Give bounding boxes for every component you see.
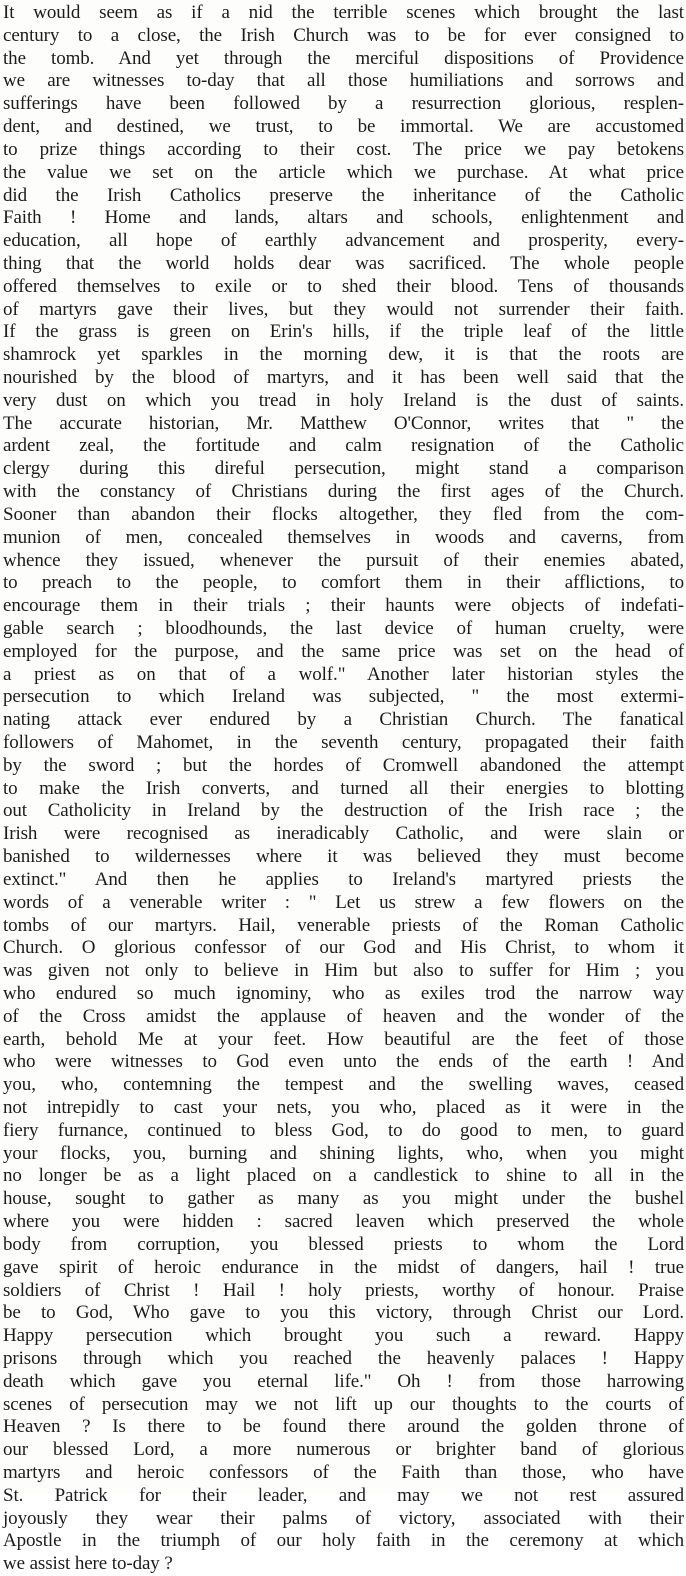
article-line: be to God, Who gave to you this victory, through Christ our Lord. (3, 1302, 684, 1324)
article-line: to prize things according to their cost. The price we pay betokens (3, 138, 684, 160)
article-line: the value we set on the article which we purchase. At what price (3, 161, 684, 183)
article-line: Faith ! Home and lands, altars and schools, enlightenment and (3, 207, 684, 229)
article-line: you, who, contemning the tempest and the swelling waves, ceased (3, 1074, 684, 1096)
article-line: a priest as on that of a wolf." Another later historian styles the (3, 663, 684, 685)
article-line: nourished by the blood of martyrs, and it has been well said that the (3, 367, 684, 388)
article-line: of the Cross amidst the applause of heaven and the wonder of the (3, 1005, 684, 1027)
article-line: with the constancy of Christians during the first ages of the Church. (3, 481, 684, 503)
article-line: body from corruption, you blessed priests to whom the Lord (3, 1233, 684, 1255)
article-line: scenes of persecution may we not lift up our thoughts to the courts of (3, 1393, 684, 1415)
article-line: out Catholicity in Ireland by the destruction of the Irish race ; the (3, 800, 684, 822)
article-line: Apostle in the triumph of our holy faith in the ceremony at which (3, 1530, 684, 1552)
article-line: nating attack ever endured by a Christian Church. The fanatical (3, 709, 684, 731)
article-line: ardent zeal, the fortitude and calm resignation of the Catholic (3, 435, 684, 457)
article-line: to preach to the people, to comfort them in their afflictions, to (3, 572, 684, 594)
article-line: not intrepidly to cast your nets, you who, placed as it were in the (3, 1097, 684, 1118)
article-line: St. Patrick for their leader, and may we not rest assured (3, 1484, 684, 1506)
article-line: by the sword ; but the hordes of Cromwell abandoned the attempt (3, 754, 684, 776)
article-line: very dust on which you tread in holy Ireland is the dust of saints. (3, 389, 684, 411)
article-text-column (3, 2, 684, 1575)
article-line: words of a venerable writer : " Let us strew a few flowers on the (3, 891, 684, 913)
article-line: Sooner than abandon their flocks altogether, they fled from the com- (3, 503, 684, 525)
article-line: house, sought to gather as many as you might under the bushel (3, 1188, 684, 1210)
article-line: death which gave you eternal life." Oh ! from those harrowing (3, 1370, 684, 1392)
article-line: to make the Irish converts, and turned all their energies to blotting (3, 777, 684, 799)
article-line: no longer be as a light placed on a candlestick to shine to all in the (3, 1165, 684, 1187)
article-line: did the Irish Catholics preserve the inheritance of the Catholic (3, 184, 684, 206)
article-line: If the grass is green on Erin's hills, if the triple leaf of the little (3, 321, 684, 343)
article-line: your flocks, you, burning and shining lights, who, when you might (3, 1142, 684, 1164)
article-line: munion of men, concealed themselves in woods and caverns, from (3, 526, 684, 548)
article-line: banished to wildernesses where it was believed they must become (3, 846, 684, 868)
article-line: extinct." And then he applies to Ireland's martyred priests the (3, 868, 684, 890)
article-line: gable search ; bloodhounds, the last device of human cruelty, were (3, 617, 684, 639)
article-line: dent, and destined, we trust, to be immortal. We are accustomed (3, 116, 684, 138)
article-line: joyously they wear their palms of victory, associated with their (3, 1507, 684, 1529)
article-line: employed for the purpose, and the same price was set on the head of (3, 640, 684, 662)
article-line: was given not only to believe in Him but also to suffer for Him ; you (3, 960, 684, 982)
article-line: thing that the world holds dear was sacrificed. The whole people (3, 252, 684, 274)
article-line: Happy persecution which brought you such a reward. Happy (3, 1325, 684, 1347)
article-line: persecution to which Ireland was subjected, " the most extermi- (3, 686, 684, 708)
article-line: earth, behold Me at your feet. How beautiful are the feet of those (3, 1028, 684, 1050)
article-line: our blessed Lord, a more numerous or brighter band of glorious (3, 1439, 684, 1461)
article-line: soldiers of Christ ! Hail ! holy priests, worthy of honour. Praise (3, 1279, 684, 1301)
article-line: of martyrs gave their lives, but they would not surrender their faith. (3, 298, 684, 320)
article-line: prisons through which you reached the heavenly palaces ! Happy (3, 1347, 684, 1369)
article-line: encourage them in their trials ; their haunts were objects of indefati- (3, 595, 684, 617)
article-line: we assist here to-day ? (3, 1553, 173, 1575)
article-line: The accurate historian, Mr. Matthew O'Connor, writes that " the (3, 412, 684, 434)
article-line: Church. O glorious confessor of our God and His Christ, to whom it (3, 937, 684, 959)
article-line: who endured so much ignominy, who as exiles trod the narrow way (3, 982, 684, 1004)
article-line: education, all hope of earthly advancement and prosperity, every- (3, 230, 684, 252)
article-line: gave spirit of heroic endurance in the midst of dangers, hail ! true (3, 1256, 684, 1278)
article-line: tombs of our martyrs. Hail, venerable priests of the Roman Catholic (3, 914, 684, 936)
article-line: Heaven ? Is there to be found there around the golden throne of (3, 1416, 684, 1438)
article-line: we are witnesses to-day that all those humiliations and sorrows and (3, 70, 684, 92)
article-line: martyrs and heroic confessors of the Faith than those, who have (3, 1462, 684, 1483)
article-line: sufferings have been followed by a resurrection glorious, resplen- (3, 93, 684, 115)
article-line: It would seem as if a nid the terrible scenes which brought the last (3, 2, 684, 23)
article-line: whence they issued, whenever the pursuit of their enemies abated, (3, 549, 684, 571)
article-line: clergy during this direful persecution, might stand a comparison (3, 458, 684, 480)
article-line: where you were hidden : sacred leaven which preserved the whole (3, 1211, 684, 1233)
article-line: who were witnesses to God even unto the ends of the earth ! And (3, 1051, 684, 1073)
article-line: the tomb. And yet through the merciful dispositions of Providence (3, 47, 684, 69)
article-line: fiery furnance, continued to bless God, to do good to men, to guard (3, 1119, 684, 1141)
article-line: Irish were recognised as ineradicably Catholic, and were slain or (3, 823, 684, 845)
article-line: shamrock yet sparkles in the morning dew, it is that the roots are (3, 344, 684, 366)
article-line: followers of Mahomet, in the seventh century, propagated their faith (3, 732, 684, 753)
article-line: century to a close, the Irish Church was to be for ever consigned to (3, 24, 684, 46)
article-line: offered themselves to exile or to shed their blood. Tens of thousands (3, 275, 684, 297)
